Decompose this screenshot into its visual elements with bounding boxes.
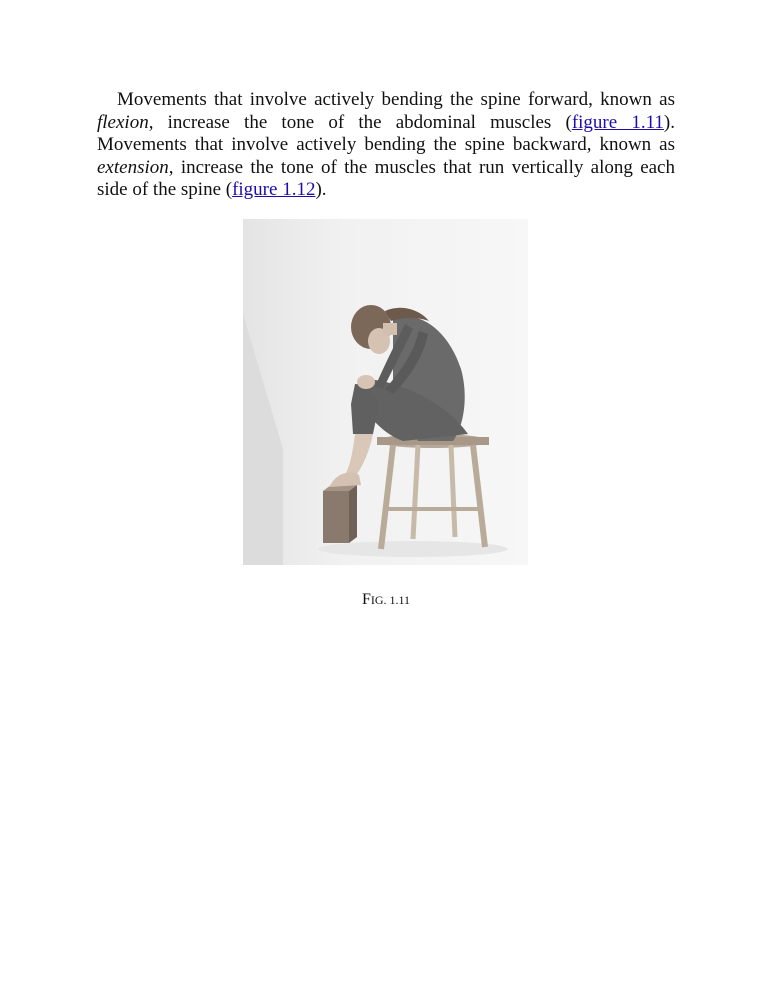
paragraph-text-3: ). Movements that involve actively bending the spine backward, known as [97, 111, 675, 155]
paragraph-text-1: Movements that involve actively bending the spine forward, known as [117, 89, 675, 110]
link-figure-1-11[interactable]: figure 1.11 [571, 111, 664, 133]
caption-rest: IG. 1.11 [370, 593, 411, 607]
figure-photo [243, 219, 528, 565]
figure-caption [0, 591, 772, 609]
seated-forward-bend-illustration [243, 219, 528, 565]
term-flexion: flexion [97, 111, 149, 133]
paragraph-text-5: ). [315, 179, 327, 200]
term-extension: extension [97, 156, 169, 178]
body-paragraph [97, 89, 675, 202]
link-figure-1-12[interactable]: figure 1.12 [232, 179, 316, 200]
paragraph-text-4: , increase the tone of the muscles that run vertically along each side of the spine ( [97, 156, 675, 200]
floor-shadow [318, 541, 508, 557]
yoga-block [323, 485, 357, 543]
paragraph-text-2: , increase the tone of the abdominal muscles ( [148, 111, 572, 133]
caption-initial: F [361, 591, 371, 608]
